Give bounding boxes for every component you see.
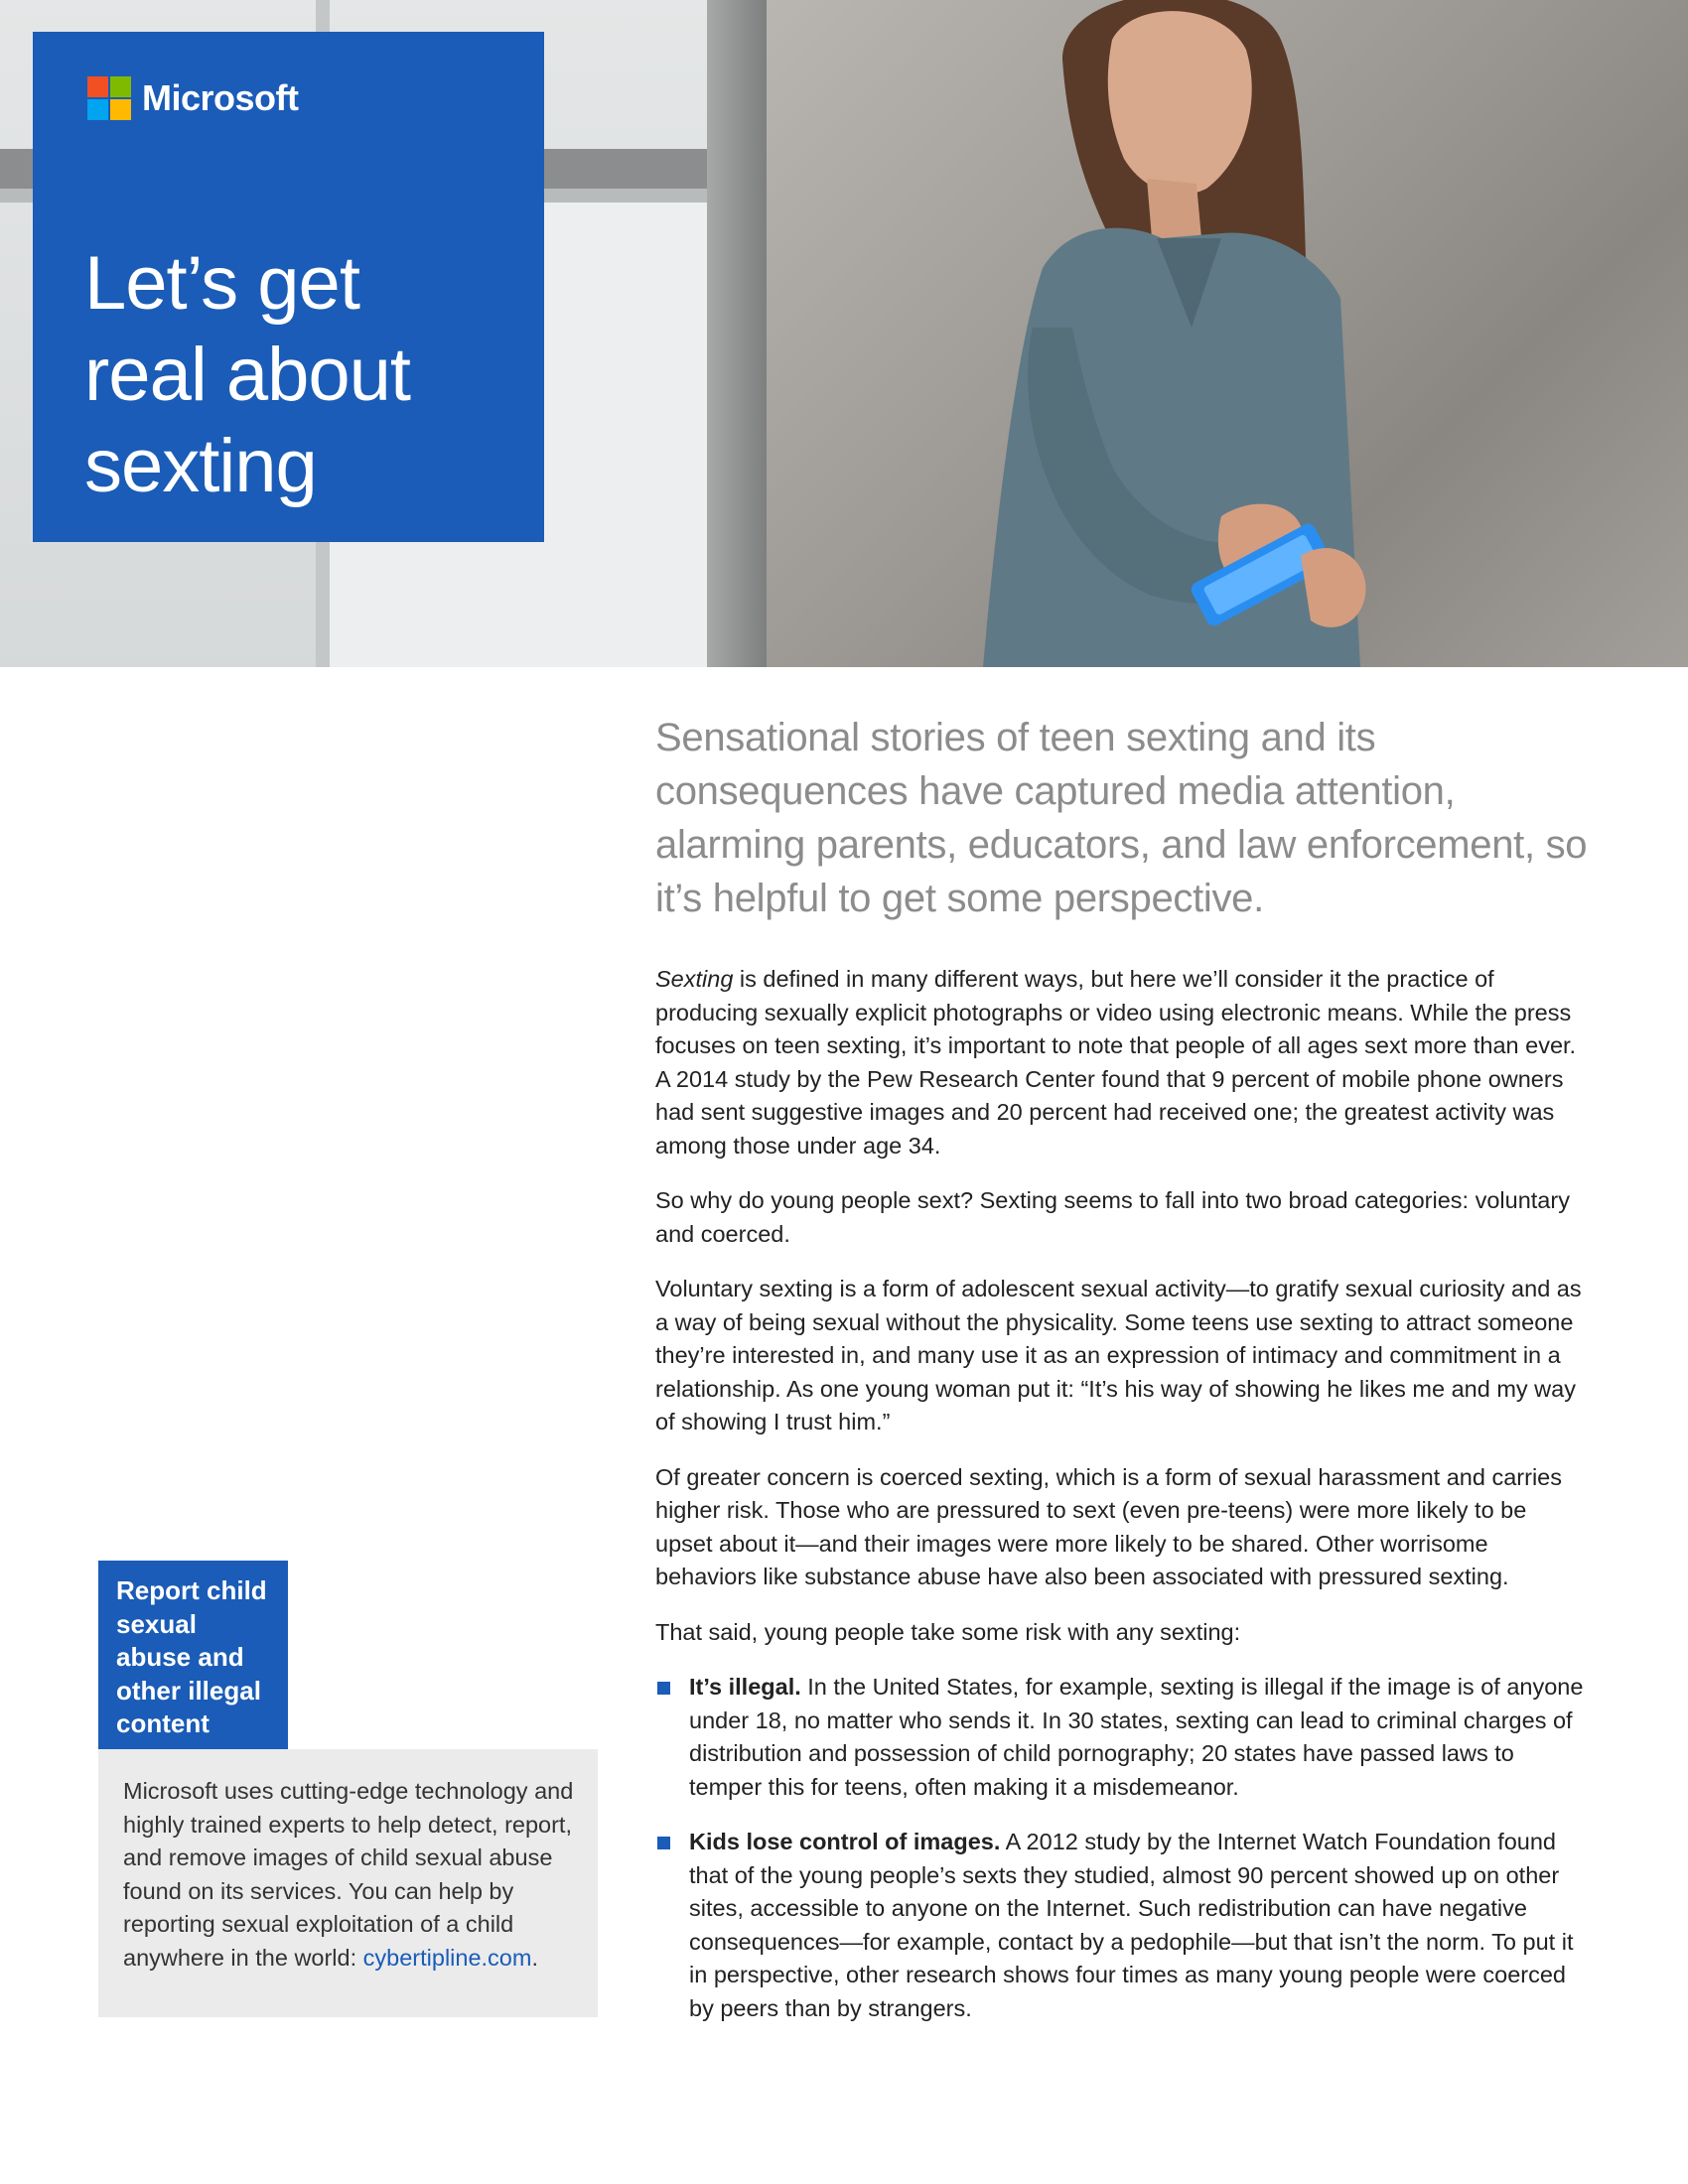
defined-term: Sexting [655,966,734,992]
bullet-text: A 2012 study by the Internet Watch Foundation found that of the young people’s sexts they studied, almost 90 percent showed up on other sites, accessible to anyone on the Internet. Such redistribution can have negative consequences—for example, contact by a pedophile—but that isn’t the norm. To put it in perspective, other research shows four times as many young people were coerced by peers than by strangers. [689,1829,1574,2021]
square-bullet-icon [657,1837,670,1849]
bullet-lead: Kids lose control of images. [689,1829,1001,1854]
title-line: real about [84,333,411,417]
square-bullet-icon [657,1682,670,1695]
sidebar-heading: Report child sexual abuse and other illegal content [98,1561,288,1749]
bullet-lead: It’s illegal. [689,1674,801,1700]
risk-list [655,1671,1585,2025]
title-line: Let’s get [84,241,359,326]
list-item [655,1826,1585,2025]
body-paragraph: So why do young people sext? Sexting seems to fall into two broad categories: voluntary and coerced. [655,1187,1570,1247]
body-paragraph: Of greater concern is coerced sexting, which is a form of sexual harassment and carries higher risk. Those who are pressured to sext (even pre-teens) were more likely to be upset about it—and their images were more likely to be shared. Other worrisome behaviors like substance abuse have also been associated with pressured sexting. [655,1463,1562,1589]
logo-wordmark: Microsoft [142,77,299,118]
title-line: sexting [84,424,317,508]
body-column [655,963,1585,2047]
cybertipline-link[interactable]: cybertipline.com [362,1944,532,1971]
concrete-pillar [707,0,767,667]
body-paragraph: Sexting is defined in many different ways, but here we’ll consider it the practice of producing sexually explicit photographs or video using electronic means. While the press focuses on teen sexting, it’s important to note that people of all ages sext more than ever. A 2014 study by the Pew Research Center found that 9 percent of mobile phone owners had sent suggestive images and 20 percent had received one; the greatest activity was among those under age 34. [655,966,1577,1159]
woman-with-phone-illustration [894,0,1589,667]
body-paragraph: Voluntary sexting is a form of adolescent sexual activity—to gratify sexual curiosity and as a way of being sexual without the physicality. Some teens use sexting to attract someone they’re interested in, and many use it as an expression of intimacy and commitment in a relationship. As one young woman put it: “It’s his way of showing he likes me and my way of showing I trust him.” [655,1276,1582,1434]
lede-paragraph: Sensational stories of teen sexting and its consequences have captured media attention, alarming parents, educators, and law enforcement, so it’s helpful to get some perspective. [655,716,1588,920]
title-box [33,32,544,542]
microsoft-logo-icon [87,76,131,120]
sidebar-box: Microsoft uses cutting-edge technology and highly trained experts to help detect, report, and remove images of child sexual abuse found on its services. You can help by reporting sexual exploitation of a child anywhere in the world: cybertipline.com. [98,1749,598,2017]
page-title [84,238,521,512]
bullet-text: In the United States, for example, sexting is illegal if the image is of anyone under 18, no matter who sends it. In 30 states, sexting can lead to criminal charges of distribution and possession of child pornography; 20 states have passed laws to temper this for teens, often making it a misdemeanor. [689,1674,1584,1800]
sidebar-text: Microsoft uses cutting-edge technology and highly trained experts to help detect, report, and remove images of child sexual abuse found on its services. You can help by reporting sexual exploitation of a child anywhere in the world: [123,1778,574,1971]
microsoft-logo [87,76,299,120]
list-item [655,1671,1585,1804]
body-paragraph: That said, young people take some risk with any sexting: [655,1618,1241,1645]
